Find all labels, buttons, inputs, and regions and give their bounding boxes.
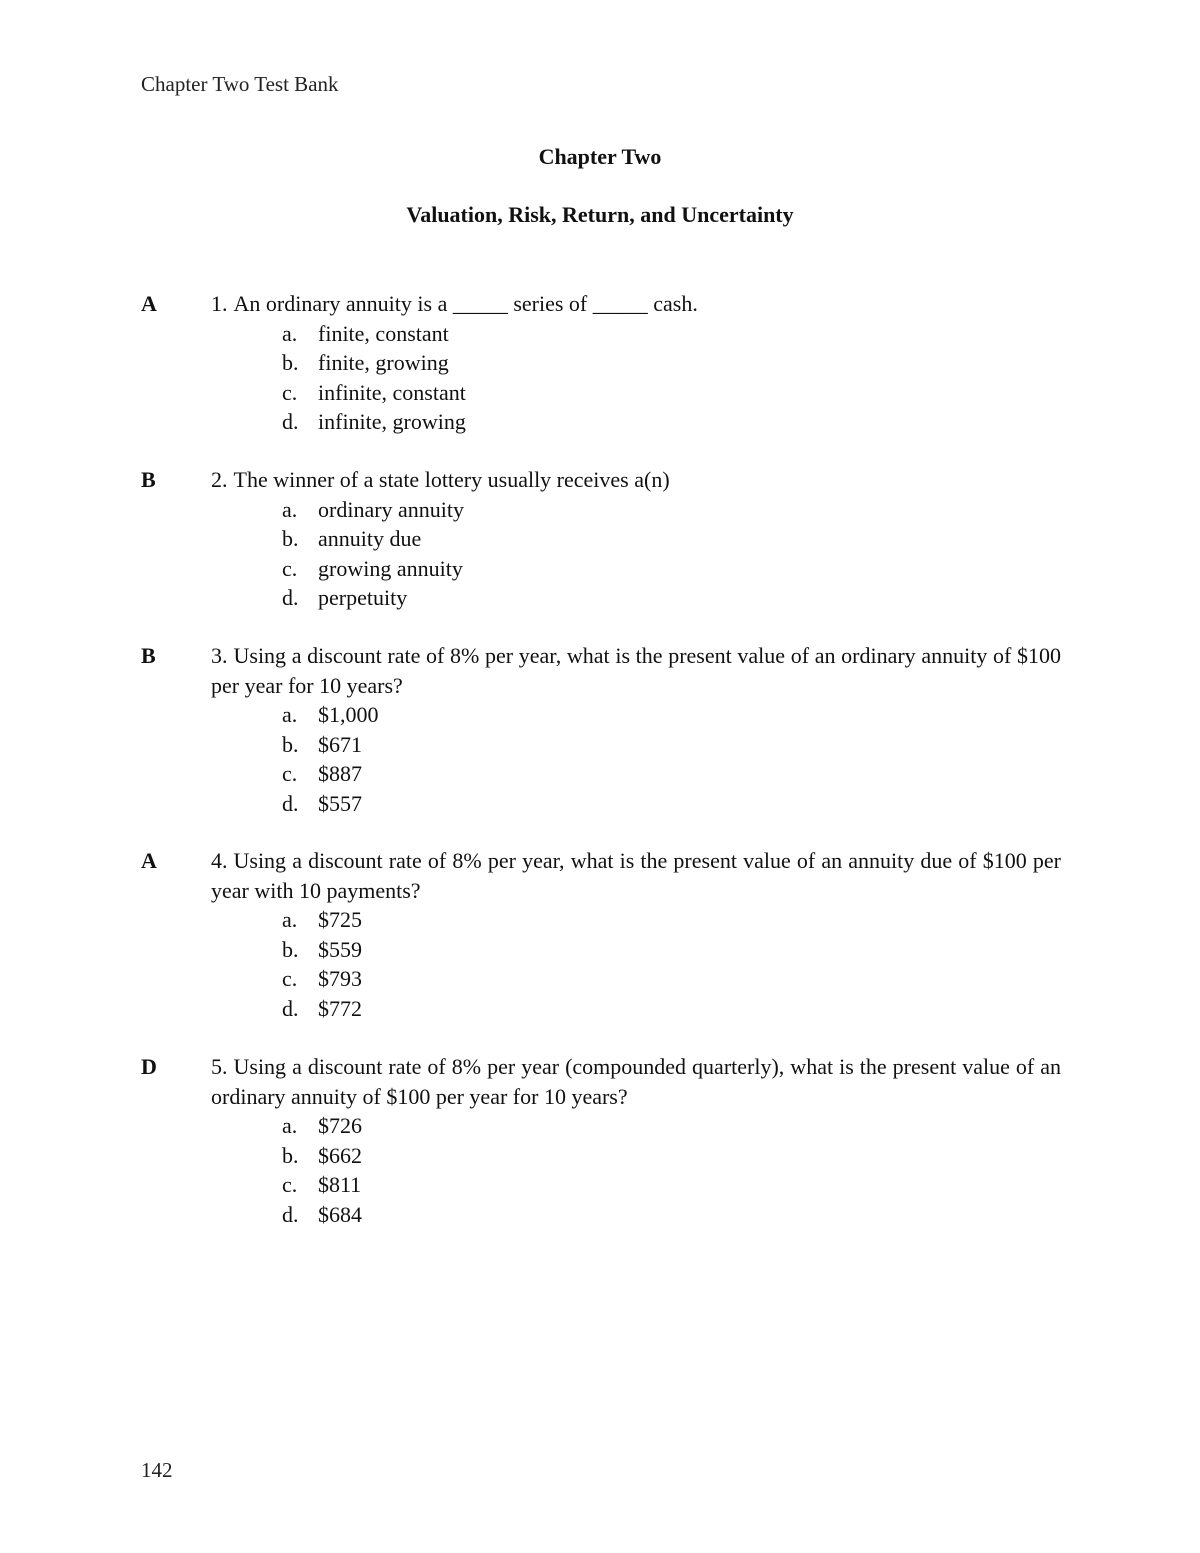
option-letter: c. — [282, 379, 298, 405]
question-stem — [211, 641, 1061, 700]
option-letter: b. — [282, 350, 299, 375]
option-b — [282, 524, 1061, 554]
option-text: $811 — [318, 1172, 362, 1197]
option-letter: a. — [282, 702, 298, 727]
option-text: perpetuity — [318, 585, 408, 610]
option-letter: b. — [282, 526, 299, 551]
question-text: Using a discount rate of 8% per year (compounded quarterly), what is the present value of an ordinary annuity of $100 per year for 10 years? — [211, 1054, 1061, 1109]
option-d — [282, 1200, 1061, 1230]
option-letter: b. — [282, 1142, 299, 1168]
option-text: infinite, constant — [318, 379, 466, 405]
question-4 — [141, 846, 1061, 1023]
option-text: $887 — [318, 761, 362, 786]
option-text: $726 — [318, 1113, 362, 1138]
option-d — [282, 407, 1061, 437]
question-text: An ordinary annuity is a _____ series of _____ cash. — [233, 291, 698, 316]
option-b — [282, 348, 1061, 378]
option-a — [282, 495, 1061, 525]
question-stem — [211, 465, 1061, 495]
option-list — [141, 495, 1061, 613]
answer-key: A — [141, 291, 157, 316]
option-text: $772 — [318, 995, 362, 1021]
question-3 — [141, 641, 1061, 818]
option-list — [141, 700, 1061, 818]
option-c — [282, 964, 1061, 994]
option-letter: c. — [282, 1172, 298, 1197]
chapter-title: Chapter Two — [538, 144, 662, 169]
question-number: 2. — [211, 467, 228, 492]
option-text: $1,000 — [318, 702, 379, 727]
question-text: Using a discount rate of 8% per year, what is the present value of an annuity due of $100 per year with 10 payments? — [211, 848, 1061, 903]
option-letter: a. — [282, 907, 298, 932]
option-list — [141, 1111, 1061, 1229]
option-c — [282, 1170, 1061, 1200]
page-number: 142 — [141, 1458, 173, 1482]
answer-key: D — [141, 1054, 157, 1079]
question-number: 3. — [211, 643, 228, 668]
option-list — [141, 319, 1061, 437]
option-text: infinite, growing — [318, 409, 466, 434]
option-letter: c. — [282, 966, 298, 991]
option-text: $662 — [318, 1142, 362, 1168]
question-number: 4. — [211, 848, 228, 873]
option-letter: d. — [282, 1201, 299, 1227]
option-text: finite, constant — [318, 320, 449, 346]
option-letter: d. — [282, 995, 299, 1021]
question-2 — [141, 465, 1061, 613]
option-b — [282, 1141, 1061, 1171]
option-b — [282, 935, 1061, 965]
option-text: $559 — [318, 936, 362, 962]
question-5 — [141, 1052, 1061, 1229]
question-number: 5. — [211, 1054, 228, 1079]
option-d — [282, 994, 1061, 1024]
question-stem — [211, 289, 1061, 319]
option-text: ordinary annuity — [318, 496, 465, 522]
option-d — [282, 583, 1061, 613]
option-text: annuity due — [318, 526, 422, 551]
chapter-subtitle: Valuation, Risk, Return, and Uncertainty — [406, 202, 794, 227]
option-list — [141, 905, 1061, 1023]
option-text: $725 — [318, 907, 362, 932]
option-letter: a. — [282, 1113, 298, 1138]
option-letter: d. — [282, 409, 299, 434]
question-text: The winner of a state lottery usually receives a(n) — [233, 467, 670, 492]
option-letter: b. — [282, 731, 299, 757]
option-letter: a. — [282, 496, 298, 522]
question-stem — [211, 1052, 1061, 1111]
option-a — [282, 700, 1061, 730]
question-number: 1. — [211, 291, 228, 316]
option-text: $671 — [318, 731, 362, 757]
question-1 — [141, 289, 1061, 437]
answer-key: A — [141, 848, 157, 873]
option-letter: c. — [282, 555, 298, 581]
option-text: growing annuity — [318, 555, 463, 581]
option-d — [282, 789, 1061, 819]
option-text: $684 — [318, 1201, 362, 1227]
running-header: Chapter Two Test Bank — [141, 72, 339, 96]
option-letter: b. — [282, 936, 299, 962]
option-c — [282, 554, 1061, 584]
option-letter: d. — [282, 790, 299, 816]
answer-key: B — [141, 643, 156, 668]
option-c — [282, 378, 1061, 408]
option-letter: a. — [282, 320, 298, 346]
option-letter: c. — [282, 761, 298, 786]
option-a — [282, 319, 1061, 349]
option-text: $557 — [318, 790, 362, 816]
option-c — [282, 759, 1061, 789]
question-stem — [211, 846, 1061, 905]
option-a — [282, 905, 1061, 935]
option-text: $793 — [318, 966, 362, 991]
question-text: Using a discount rate of 8% per year, what is the present value of an ordinary annuity of $100 per year for 10 years? — [211, 643, 1061, 698]
option-letter: d. — [282, 585, 299, 610]
option-text: finite, growing — [318, 350, 449, 375]
option-b — [282, 730, 1061, 760]
answer-key: B — [141, 467, 156, 492]
option-a — [282, 1111, 1061, 1141]
